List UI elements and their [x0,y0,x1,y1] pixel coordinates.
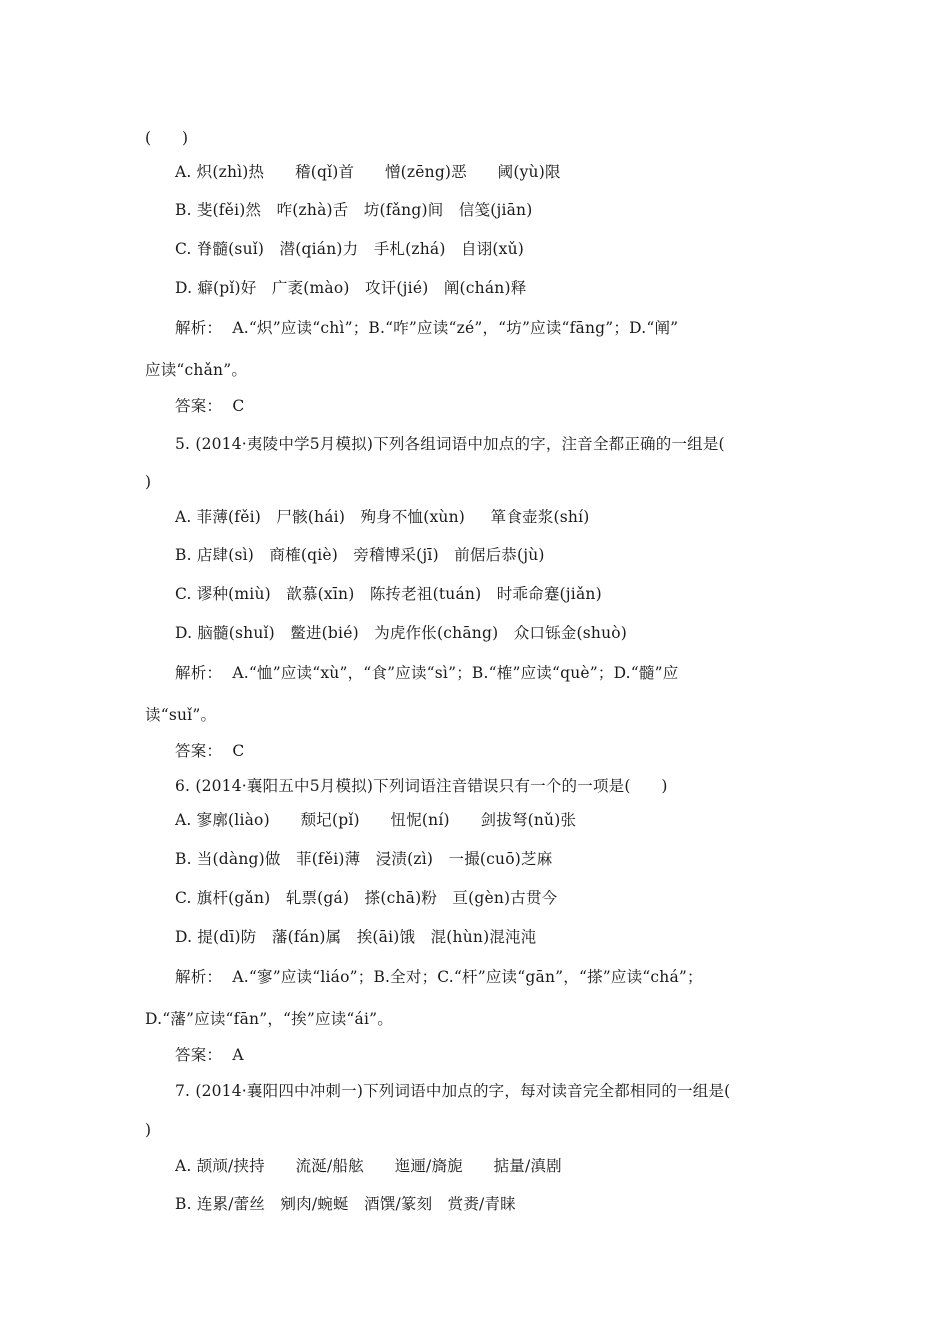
question-5-answer: 答案： C [175,742,245,760]
question-7-option-b: B. 连累/蕾丝 剜肉/蜿蜒 酒馔/篆刻 赏赉/青睐 [175,1195,516,1213]
question-7-bracket: ) [145,1121,152,1139]
answer-line: 答案： C [175,397,245,415]
question-5-stem: 5. (2014·夷陵中学5月模拟)下列各组词语中加点的字，注音全都正确的一组是( [175,435,725,453]
question-6-option-d: D. 提(dī)防 藩(fán)属 挨(āi)饿 混(hùn)混沌沌 [175,928,537,946]
question-7-option-a: A. 颉颃/挟持 流涎/船舷 迤逦/旖旎 掂量/滇剧 [175,1157,562,1175]
question-6-option-c: C. 旗杆(gǎn) 轧票(gá) 搽(chā)粉 亘(gèn)古贯今 [175,889,558,907]
question-5-option-a: A. 菲薄(fěi) 尸骸(hái) 殉身不恤(xùn) 箪食壶浆(shí) [175,508,590,526]
question-6-answer: 答案： A [175,1046,244,1064]
question-6-option-a: A. 寥廓(liào) 颓圮(pǐ) 忸怩(ní) 剑拔弩(nǔ)张 [175,811,577,829]
question-5-bracket: ) [145,473,152,491]
option-b-line: B. 斐(fěi)然 咋(zhà)舌 坊(fǎng)间 信笺(jiān) [175,201,533,219]
question-6-analysis-continuation: D.“藩”应读“fān”，“挨”应读“ái”。 [145,1010,393,1028]
question-5-option-d: D. 脑髓(shuǐ) 鳖进(bié) 为虎作伥(chāng) 众口铄金(shuò) [175,624,628,642]
question-5-option-c: C. 谬种(miù) 歆慕(xīn) 陈抟老祖(tuán) 时乖命蹇(jiǎn) [175,585,602,603]
question-5-analysis-continuation: 读“suǐ”。 [145,706,217,724]
question-bracket-line: ( ) [145,129,189,147]
option-a-line: A. 炽(zhì)热 稽(qǐ)首 憎(zēng)恶 阈(yù)限 [175,163,561,181]
option-c-line: C. 脊髓(suǐ) 潜(qián)力 手札(zhá) 自诩(xǔ) [175,240,524,258]
question-6-stem: 6. (2014·襄阳五中5月模拟)下列词语注音错误只有一个的一项是( ) [175,777,668,795]
analysis-line: 解析： A.“炽”应读“chì”；B.“咋”应读“zé”，“坊”应读“fāng”；D.“阐” [175,319,679,337]
question-6-option-b: B. 当(dàng)做 菲(fěi)薄 浸渍(zì) 一撮(cuō)芝麻 [175,850,553,868]
question-5-option-b: B. 店肆(sì) 商榷(qiè) 旁稽博采(jī) 前倨后恭(jù) [175,546,545,564]
analysis-continuation-line: 应读“chǎn”。 [145,361,248,379]
question-5-analysis: 解析： A.“恤”应读“xù”，“食”应读“sì”；B.“榷”应读“què”；D.“髓”应 [175,664,679,682]
option-d-line: D. 癖(pǐ)好 广袤(mào) 攻讦(jié) 阐(chán)释 [175,279,527,297]
question-7-stem: 7. (2014·襄阳四中冲刺一)下列词语中加点的字，每对读音完全都相同的一组是( [175,1082,731,1100]
question-6-analysis: 解析： A.“寥”应读“liáo”；B.全对；C.“杆”应读“gān”，“搽”应读“chá”； [175,968,703,986]
